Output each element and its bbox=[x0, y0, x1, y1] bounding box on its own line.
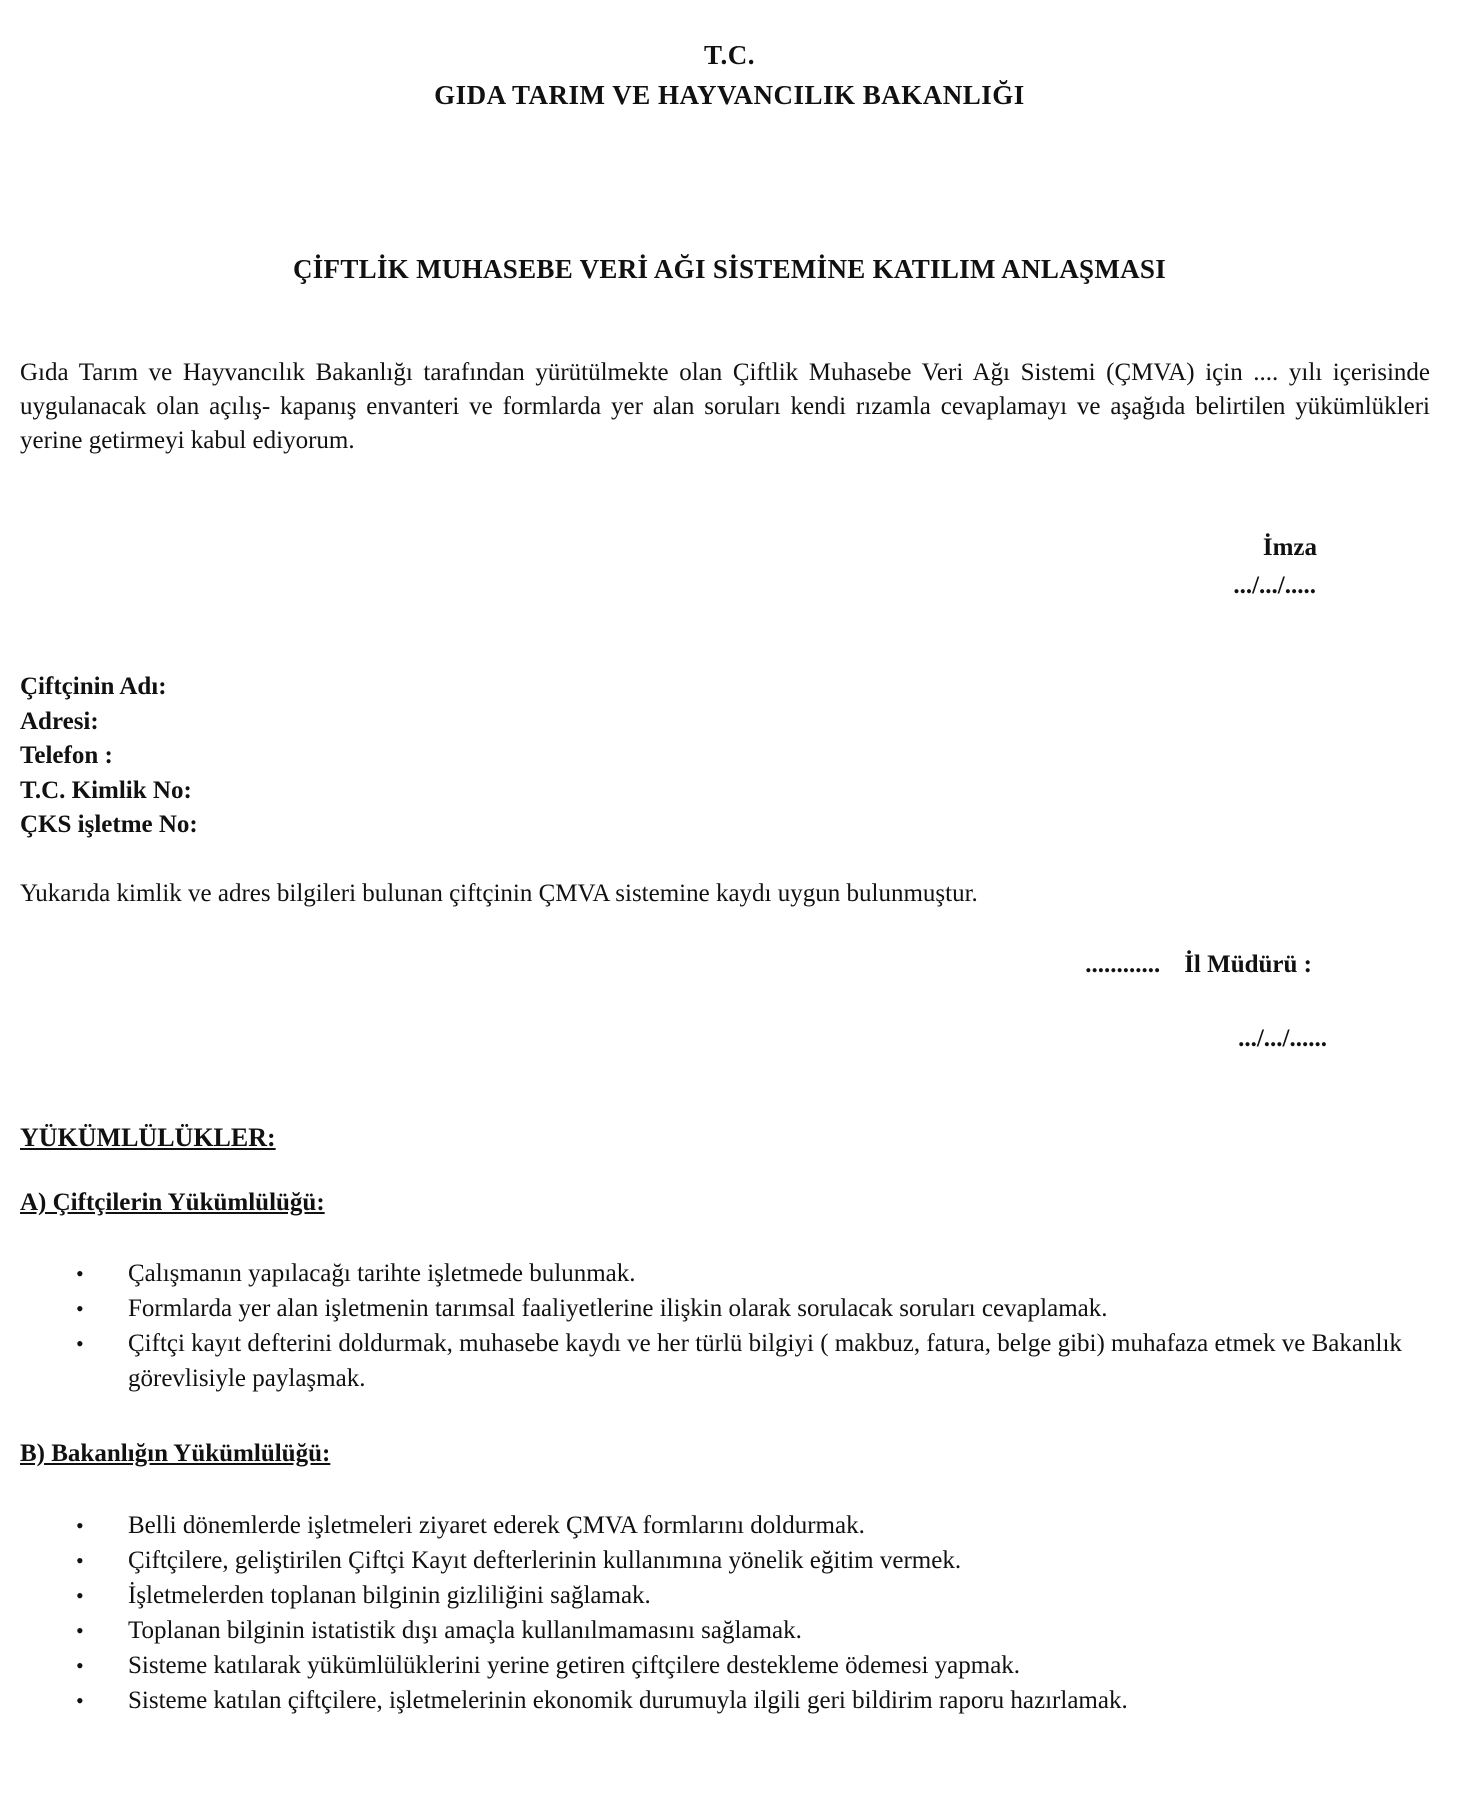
director-label: İl Müdürü : bbox=[1184, 951, 1312, 978]
list-item-text: Sisteme katılarak yükümlülüklerini yerine getiren çiftçilere destekleme ödemesi yapmak. bbox=[128, 1652, 1021, 1679]
header-ministry: GIDA TARIM VE HAYVANCILIK BAKANLIĞI bbox=[434, 80, 1025, 110]
obligations-heading: YÜKÜMLÜLÜKLER: bbox=[20, 1123, 276, 1152]
farmers-obligations-list bbox=[0, 1256, 1420, 1396]
list-item bbox=[0, 1326, 1420, 1396]
list-item bbox=[0, 1256, 1420, 1291]
list-item-text: Toplanan bilginin istatistik dışı amaçla kullanılmamasını sağlamak. bbox=[128, 1617, 802, 1644]
bullet-icon: • bbox=[76, 1331, 84, 1356]
bullet-icon: • bbox=[76, 1513, 84, 1538]
list-item-text: Çiftçi kayıt defterini doldurmak, muhasebe kaydı ve her türlü bilgiyi ( makbuz, fatura, belge gibi) muhafaza etmek ve Bakanlık görevlisiyle paylaşmak. bbox=[128, 1330, 1402, 1392]
list-item bbox=[0, 1648, 1420, 1683]
approval-statement: Yukarıda kimlik ve adres bilgileri bulunan çiftçinin ÇMVA sistemine kaydı uygun bulunmuştur. bbox=[20, 880, 978, 907]
document-title: ÇİFTLİK MUHASEBE VERİ AĞI SİSTEMİNE KATILIM ANLAŞMASI bbox=[292, 254, 1167, 284]
list-item bbox=[0, 1683, 1420, 1718]
bullet-icon: • bbox=[76, 1688, 84, 1713]
field-id-number: T.C. Kimlik No: bbox=[20, 776, 192, 804]
bullet-icon: • bbox=[76, 1548, 84, 1573]
director-date: .../.../...... bbox=[1238, 1025, 1327, 1052]
bullet-icon: • bbox=[76, 1583, 84, 1608]
agreement-paragraph: Gıda Tarım ve Hayvancılık Bakanlığı tarafından yürütülmekte olan Çiftlik Muhasebe Veri Ağı Sistemi (ÇMVA) için .... yılı içerisinde uygulanacak olan açılış- kapanış envanteri ve formlarda yer alan soruları kendi rızamla cevaplamayı ve aşağıda belirtilen yükümlükleri yerine getirmeyi kabul ediyorum. bbox=[20, 359, 1430, 454]
list-item-text: Belli dönemlerde işletmeleri ziyaret ederek ÇMVA formlarını doldurmak. bbox=[128, 1512, 865, 1539]
bullet-icon: • bbox=[76, 1261, 84, 1286]
list-item-text: Çalışmanın yapılacağı tarihte işletmede bulunmak. bbox=[128, 1260, 636, 1287]
field-address: Adresi: bbox=[20, 707, 99, 735]
signature-label: İmza bbox=[1262, 534, 1317, 561]
field-phone: Telefon : bbox=[20, 742, 113, 769]
farmer-info-fields bbox=[20, 670, 198, 843]
director-line bbox=[1085, 951, 1312, 979]
list-item-text: Formlarda yer alan işletmenin tarımsal faaliyetlerine ilişkin olarak sorulacak soruları cevaplamak. bbox=[128, 1295, 1108, 1322]
list-item bbox=[0, 1578, 1420, 1613]
list-item bbox=[0, 1508, 1420, 1543]
signature-date: .../.../..... bbox=[1233, 572, 1316, 599]
bullet-icon: • bbox=[76, 1296, 84, 1321]
ministry-obligations-heading: B) Bakanlığın Yükümlülüğü: bbox=[20, 1440, 331, 1467]
bullet-icon: • bbox=[76, 1653, 84, 1678]
header-republic: T.C. bbox=[703, 40, 755, 70]
director-dots: ............ bbox=[1085, 951, 1161, 978]
list-item-text: Sisteme katılan çiftçilere, işletmelerinin ekonomik durumuyla ilgili geri bildirim raporu hazırlamak. bbox=[128, 1687, 1128, 1714]
list-item-text: Çiftçilere, geliştirilen Çiftçi Kayıt defterlerinin kullanımına yönelik eğitim vermek. bbox=[128, 1547, 962, 1574]
field-cks-number: ÇKS işletme No: bbox=[20, 811, 198, 838]
list-item bbox=[0, 1291, 1420, 1326]
field-farmer-name: Çiftçinin Adı: bbox=[20, 673, 167, 700]
list-item-text: İşletmelerden toplanan bilginin gizliliğini sağlamak. bbox=[128, 1582, 651, 1609]
farmers-obligations-heading: A) Çiftçilerin Yükümlülüğü: bbox=[20, 1189, 325, 1216]
bullet-icon: • bbox=[76, 1618, 84, 1643]
list-item bbox=[0, 1543, 1420, 1578]
ministry-obligations-list bbox=[0, 1508, 1420, 1718]
list-item bbox=[0, 1613, 1420, 1648]
